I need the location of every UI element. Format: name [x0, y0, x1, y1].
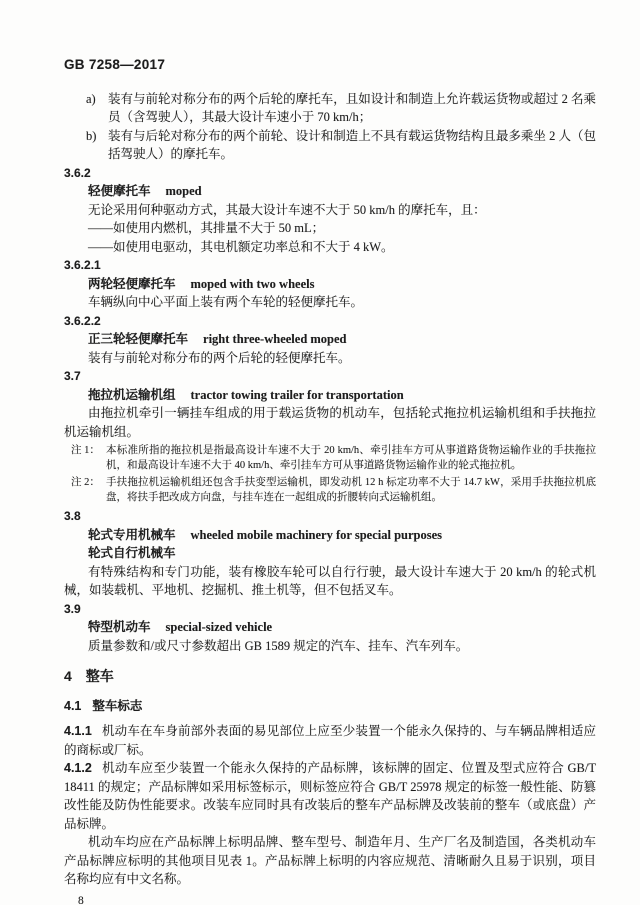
- numbered-paragraph-4-1-2-label: 4.1.2: [64, 761, 92, 775]
- term-special-sized-vehicle-english: special-sized vehicle: [165, 620, 273, 634]
- term-special-sized-vehicle: [64, 618, 596, 637]
- dash-item-electric: [64, 238, 596, 257]
- term-two-wheel-moped-english: moped with two wheels: [190, 276, 315, 291]
- definition-moped-text: 无论采用何种驱动方式，其最大设计车速不大于 50 km/h 的摩托车，且：: [88, 202, 486, 217]
- definition-two-wheel-moped: [64, 293, 596, 312]
- subsection-heading-4-1-text: 整车标志: [92, 698, 143, 713]
- subsection-heading-4-1: [64, 697, 596, 716]
- term-wheeled-machinery: [64, 526, 596, 545]
- section-heading-4-text: 整车: [85, 668, 114, 684]
- term-wheeled-machinery-english: wheeled mobile machinery for special purposes: [190, 527, 443, 542]
- list-item-b-text: 装有与后轮对称分布的两个前轮、设计和制造上不具有载运货物结构且最多乘坐 2 人（包括驾驶人）的摩托车。: [108, 128, 596, 161]
- numbered-paragraph-4-1-1: [64, 722, 596, 759]
- standard-number-header: GB 7258—2017: [64, 57, 166, 72]
- term-two-wheel-moped: [64, 275, 596, 294]
- clause-number-3-6-2-text: 3.6.2: [64, 165, 91, 180]
- subsection-heading-4-1-label: 4.1: [64, 698, 82, 713]
- clause-number-3-6-2-2: [64, 312, 596, 331]
- numbered-paragraph-4-1-2: [64, 759, 596, 833]
- note-1-label: 注 1：: [71, 445, 100, 456]
- term-tractor-unit-text: 拖拉机运输机组: [88, 387, 176, 402]
- definition-wheeled-machinery-text: 有特殊结构和专门功能，装有橡胶车轮可以自行行驶，最大设计车速大于 20 km/h 的轮式机械，如装载机、平地机、挖掘机、推土机等，但不包括叉车。: [64, 564, 596, 597]
- term-moped-text: 轻便摩托车: [88, 184, 151, 198]
- list-item-a-text: 装有与前轮对称分布的两个后轮的摩托车，且如设计和制造上允许载运货物或超过 2 名乘员（含驾驶人），其最大设计车速小于 70 km/h；: [108, 91, 596, 124]
- numbered-paragraph-4-1-2-text: 机动车应至少装置一个能永久保持的产品标牌，该标牌的固定、位置及型式应符合 GB/T 18411 的规定；产品标牌如采用标签标示，则标签应符合 GB/T 25978 规定的标签一般性能、防篡改性能及防伪性能要求。改装车应同时具有改装后的整车产品标牌及改装前的整车（或底盘）产品标牌。: [64, 761, 596, 831]
- dash-item-combustion-text: ——如使用内燃机，其排量不大于 50 mL；: [88, 221, 325, 235]
- clause-number-3-9: [64, 600, 596, 619]
- definition-wheeled-machinery: [64, 563, 596, 600]
- definition-three-wheel-moped: [64, 349, 596, 368]
- term-special-sized-vehicle-text: 特型机动车: [88, 620, 151, 634]
- note-2-text: 手扶拖拉机运输机组还包含手扶变型运输机，即发动机 12 h 标定功率不大于 14.7 kW，采用手扶拖拉机底盘，将扶手把改成方向盘，与挂车连在一起组成的折腰转向式运输机组。: [106, 477, 596, 503]
- numbered-paragraph-4-1-1-text: 机动车在车身前部外表面的易见部位上应至少装置一个能永久保持的、与车辆品牌相适应的商标或厂标。: [64, 724, 596, 757]
- dash-item-combustion: [64, 219, 596, 238]
- term-wheeled-machinery-text: 轮式专用机械车: [88, 527, 176, 542]
- list-item-a-label: a): [86, 91, 96, 106]
- list-item-b-label: b): [86, 128, 97, 143]
- numbered-paragraph-4-1-1-label: 4.1.1: [64, 724, 92, 738]
- dash-item-electric-text: ——如使用电驱动，其电机额定功率总和不大于 4 kW。: [88, 239, 394, 254]
- clause-number-3-7-text: 3.7: [64, 369, 81, 383]
- clause-number-3-6-2-1: [64, 256, 596, 275]
- term-three-wheel-moped-english: right three-wheeled moped: [203, 332, 347, 346]
- section-heading-4: [64, 667, 596, 686]
- document-content: [64, 90, 596, 889]
- term-moped: [64, 182, 596, 201]
- definition-tractor-unit-text: 由拖拉机牵引一辆挂车组成的用于载运货物的机动车，包括轮式拖拉机运输机组和手扶拖拉机运输机组。: [64, 406, 596, 439]
- term-wheeled-machinery-alt: [64, 544, 596, 563]
- clause-number-3-6-2-2-text: 3.6.2.2: [64, 313, 101, 328]
- definition-two-wheel-moped-text: 车辆纵向中心平面上装有两个车轮的轻便摩托车。: [88, 295, 364, 309]
- term-moped-english: moped: [165, 184, 202, 198]
- list-item-b: [64, 127, 596, 164]
- term-three-wheel-moped: [64, 330, 596, 349]
- clause-number-3-8-text: 3.8: [64, 509, 81, 523]
- clause-number-3-7: [64, 367, 596, 386]
- clause-number-3-6-2: [64, 164, 596, 183]
- definition-three-wheel-moped-text: 装有与前轮对称分布的两个后轮的轻便摩托车。: [88, 350, 351, 365]
- term-tractor-unit-english: tractor towing trailer for transportation: [190, 387, 404, 402]
- clause-number-3-6-2-1-text: 3.6.2.1: [64, 258, 101, 272]
- term-three-wheel-moped-text: 正三轮轻便摩托车: [88, 332, 189, 346]
- section-heading-4-label: 4: [64, 668, 72, 684]
- term-tractor-unit: [64, 386, 596, 405]
- note-2: [64, 475, 596, 505]
- note-2-label: 注 2：: [71, 477, 100, 488]
- definition-moped: [64, 201, 596, 220]
- page-number: 8: [78, 894, 84, 905]
- list-item-a: [64, 90, 596, 127]
- clause-number-3-9-text: 3.9: [64, 601, 81, 616]
- term-two-wheel-moped-text: 两轮轻便摩托车: [88, 276, 176, 291]
- definition-tractor-unit: [64, 404, 596, 441]
- note-1: [64, 443, 596, 473]
- paragraph-product-plate: [64, 833, 596, 889]
- paragraph-product-plate-text: 机动车均应在产品标牌上标明品牌、整车型号、制造年月、生产厂名及制造国，各类机动车产品标牌应标明的其他项目见表 1。产品标牌上标明的内容应规范、清晰耐久且易于识别，项目名称均应有中文名称。: [64, 835, 596, 886]
- definition-special-sized-vehicle-text: 质量参数和/或尺寸参数超出 GB 1589 规定的汽车、挂车、汽车列车。: [88, 638, 469, 653]
- note-1-text: 本标准所指的拖拉机是指最高设计车速不大于 20 km/h、牵引挂车方可从事道路货物运输作业的手扶拖拉机，和最高设计车速不大于 40 km/h、牵引挂车方可从事道路货物运输作业的轮式拖拉机。: [106, 445, 596, 471]
- definition-special-sized-vehicle: [64, 637, 596, 656]
- term-wheeled-machinery-alt-text: 轮式自行机械车: [88, 546, 176, 560]
- clause-number-3-8: [64, 507, 596, 526]
